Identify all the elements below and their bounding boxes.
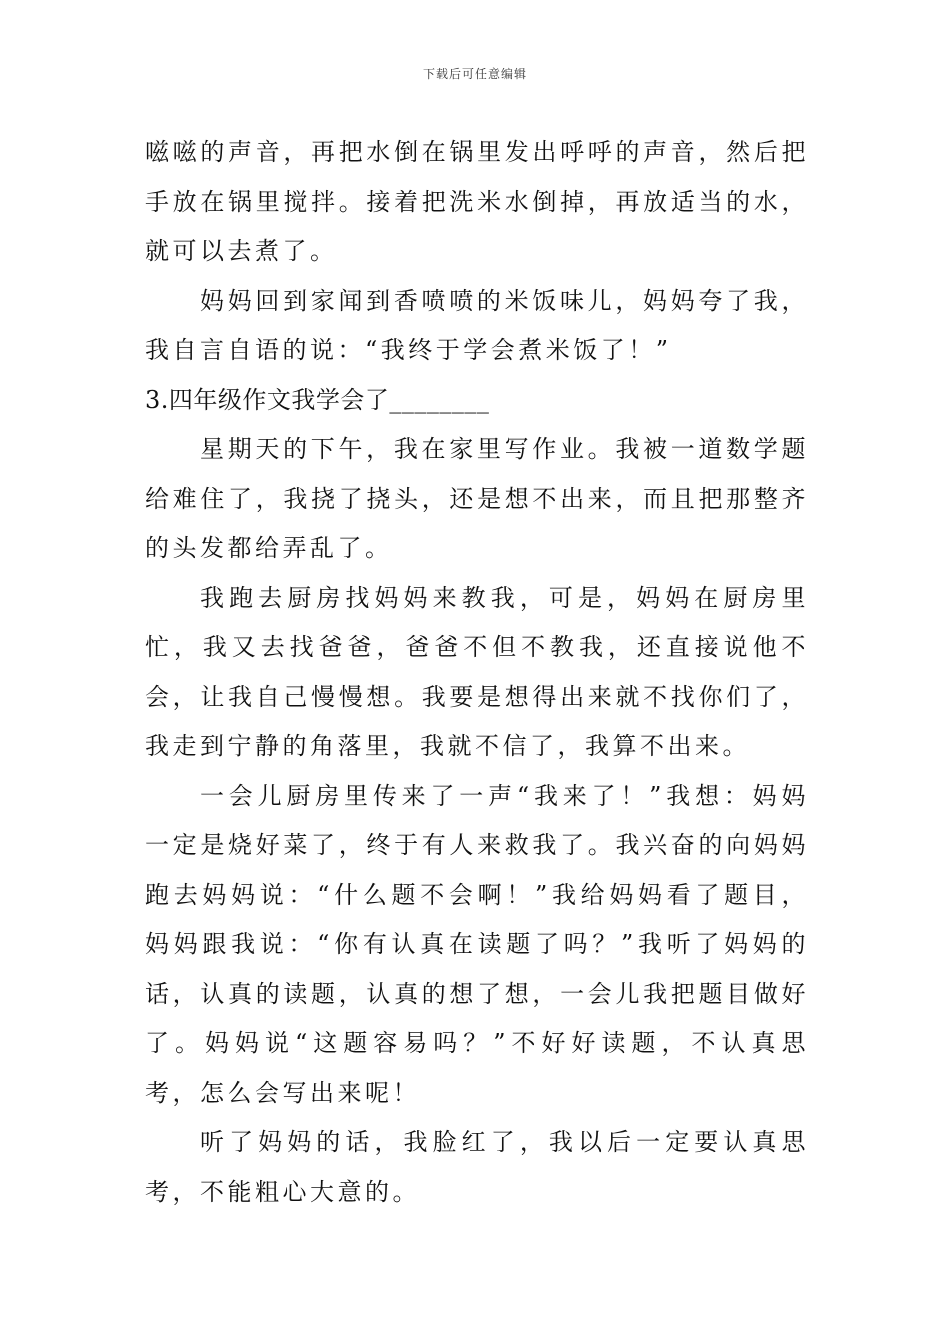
paragraph-2: 妈妈回到家闻到香喷喷的米饭味儿，妈妈夸了我，我自言自语的说：“我终于学会煮米饭了！”	[145, 286, 809, 364]
paragraph-5: 一会儿厨房里传来了一声“我来了！”我想：妈妈一定是烧好菜了，终于有人来救我了。我兴奋的向妈妈跑去妈妈说：“什么题不会啊！”我给妈妈看了题目，妈妈跟我说：“你有认真在读题了吗？”我听了妈妈的话，认真的读题，认真的想了想，一会儿我把题目做好了。妈妈说“这题容易吗？”不好好读题，不认真思考，怎么会写出来呢！	[145, 781, 809, 1107]
document-body	[145, 128, 809, 1217]
paragraph-3: 星期天的下午，我在家里写作业。我被一道数学题给难住了，我挠了挠头，还是想不出来，而且把那整齐的头发都给弄乱了。	[145, 435, 809, 562]
section-heading: 3.四年级作文我学会了________	[145, 385, 490, 414]
paragraph-1: 嗞嗞的声音，再把水倒在锅里发出呼呼的声音，然后把手放在锅里搅拌。接着把洗米水倒掉，再放适当的水，就可以去煮了。	[145, 138, 809, 265]
paragraph-6: 听了妈妈的话，我脸红了，我以后一定要认真思考，不能粗心大意的。	[145, 1128, 809, 1206]
paragraph-4: 我跑去厨房找妈妈来教我，可是，妈妈在厨房里忙，我又去找爸爸，爸爸不但不教我，还直接说他不会，让我自己慢慢想。我要是想得出来就不找你们了，我走到宁静的角落里，我就不信了，我算不出来。	[145, 583, 809, 760]
page-header: 下载后可任意编辑	[422, 67, 527, 81]
